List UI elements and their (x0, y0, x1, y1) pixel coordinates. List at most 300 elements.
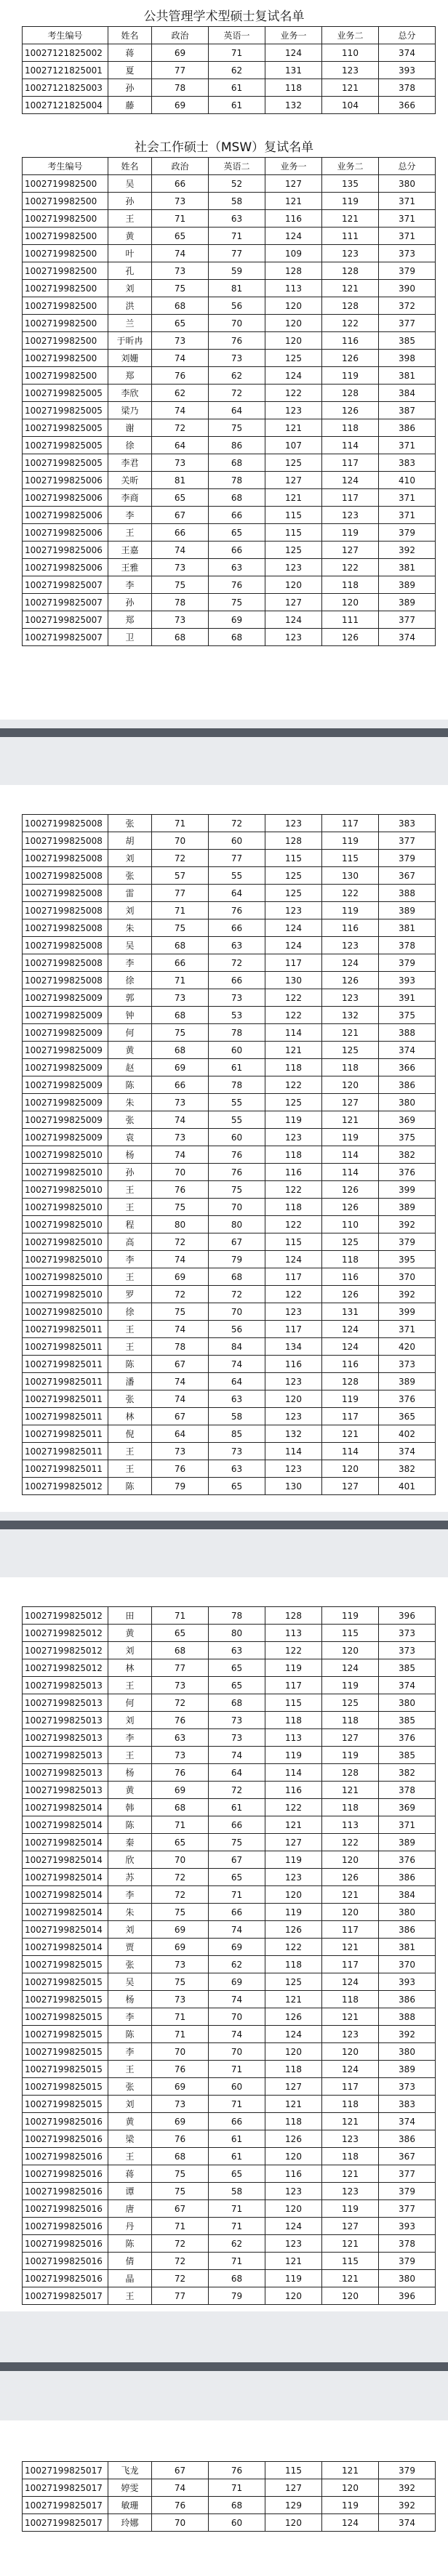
total-cell: 373 (379, 245, 436, 262)
politics-cell: 69 (152, 44, 209, 62)
english-cell: 66 (209, 919, 265, 937)
politics-cell: 75 (152, 2165, 209, 2183)
candidate-id-cell: 10027199825006 (23, 507, 108, 524)
name-cell: 郑 (108, 367, 152, 385)
table-row (23, 576, 436, 594)
page-1 (0, 0, 448, 720)
table-row (23, 262, 436, 280)
english-cell: 66 (209, 1816, 265, 1834)
politics-cell: 78 (152, 79, 209, 97)
table-row (23, 1991, 436, 2008)
table-row (23, 245, 436, 262)
subject1-cell: 120 (265, 1886, 322, 1904)
subject1-cell: 120 (265, 297, 322, 315)
subject1-cell: 121 (265, 1042, 322, 1059)
english-cell: 67 (209, 1233, 265, 1251)
total-cell: 401 (379, 1478, 436, 1495)
name-cell: 刘 (108, 1712, 152, 1729)
subject2-cell: 104 (322, 97, 379, 114)
table-row (23, 454, 436, 472)
politics-cell: 76 (152, 367, 209, 385)
subject2-cell: 128 (322, 385, 379, 402)
msw-table-cont-3 (22, 2461, 436, 2532)
politics-cell: 66 (152, 524, 209, 542)
english-cell: 58 (209, 1408, 265, 1425)
english-cell: 74 (209, 1921, 265, 1939)
name-cell: 何 (108, 1694, 152, 1712)
english-cell: 65 (209, 524, 265, 542)
politics-cell: 71 (152, 1816, 209, 1834)
page-3 (0, 1577, 448, 2311)
total-cell: 386 (379, 2130, 436, 2148)
subject1-cell: 127 (265, 472, 322, 489)
name-cell: 李 (108, 2043, 152, 2061)
politics-cell: 78 (152, 594, 209, 611)
english-cell: 76 (209, 1164, 265, 1181)
subject1-cell: 122 (265, 1642, 322, 1659)
english-cell: 65 (209, 1869, 265, 1886)
table-row (23, 1286, 436, 1303)
name-cell: 程 (108, 1216, 152, 1233)
politics-cell: 71 (152, 815, 209, 832)
column-header: 总分 (379, 158, 436, 175)
subject2-cell: 124 (322, 472, 379, 489)
english-cell: 61 (209, 1059, 265, 1076)
candidate-id-cell: 10027199825012 (23, 1625, 108, 1642)
total-cell: 386 (379, 1076, 436, 1094)
subject2-cell: 122 (322, 315, 379, 332)
total-cell: 379 (379, 2253, 436, 2270)
total-cell: 365 (379, 1408, 436, 1425)
total-cell: 376 (379, 1164, 436, 1181)
total-cell: 389 (379, 594, 436, 611)
subject2-cell: 117 (322, 454, 379, 472)
subject1-cell: 124 (265, 611, 322, 629)
english-cell: 71 (209, 2061, 265, 2078)
subject1-cell: 121 (265, 489, 322, 507)
subject1-cell: 128 (265, 832, 322, 850)
subject1-cell: 119 (265, 1659, 322, 1677)
total-cell: 399 (379, 1181, 436, 1199)
subject2-cell: 121 (322, 1782, 379, 1799)
name-cell: 洪 (108, 297, 152, 315)
total-cell: 410 (379, 472, 436, 489)
subject2-cell: 116 (322, 1356, 379, 1373)
table-row (23, 1834, 436, 1851)
candidate-id-cell: 10027199825010 (23, 1286, 108, 1303)
total-cell: 384 (379, 1886, 436, 1904)
candidate-id-cell: 10027199825009 (23, 989, 108, 1007)
english-cell: 55 (209, 867, 265, 885)
total-cell: 373 (379, 1356, 436, 1373)
subject2-cell: 120 (322, 594, 379, 611)
english-cell: 68 (209, 1268, 265, 1286)
politics-cell: 68 (152, 629, 209, 646)
total-cell: 385 (379, 332, 436, 350)
candidate-id-cell: 10027199825010 (23, 1199, 108, 1216)
politics-cell: 74 (152, 1321, 209, 1338)
total-cell: 371 (379, 193, 436, 210)
english-cell: 74 (209, 2026, 265, 2043)
total-cell: 377 (379, 315, 436, 332)
english-cell: 71 (209, 2218, 265, 2235)
english-cell: 61 (209, 1799, 265, 1816)
total-cell: 392 (379, 2479, 436, 2497)
candidate-id-cell: 10027121825003 (23, 79, 108, 97)
table-row (23, 972, 436, 989)
candidate-id-cell: 10027199825014 (23, 1921, 108, 1939)
english-cell: 69 (209, 1939, 265, 1956)
table-row (23, 1268, 436, 1286)
subject2-cell: 124 (322, 2514, 379, 2532)
table-row (23, 1460, 436, 1478)
total-cell: 383 (379, 454, 436, 472)
english-cell: 76 (209, 576, 265, 594)
subject1-cell: 119 (265, 1747, 322, 1764)
total-cell: 366 (379, 97, 436, 114)
total-cell: 381 (379, 919, 436, 937)
name-cell: 徐 (108, 437, 152, 454)
table-row (23, 385, 436, 402)
subject2-cell: 119 (322, 1129, 379, 1146)
table-row (23, 1869, 436, 1886)
total-cell: 381 (379, 559, 436, 576)
politics-cell: 75 (152, 1024, 209, 1042)
name-cell: 袁 (108, 1129, 152, 1146)
subject1-cell: 119 (265, 2270, 322, 2287)
total-cell: 384 (379, 385, 436, 402)
politics-cell: 76 (152, 2130, 209, 2148)
subject1-cell: 121 (265, 1816, 322, 1834)
total-cell: 380 (379, 175, 436, 193)
politics-cell: 69 (152, 2113, 209, 2130)
table-row (23, 2130, 436, 2148)
candidate-id-cell: 10027199825015 (23, 2008, 108, 2026)
candidate-id-cell: 10027199825009 (23, 1076, 108, 1094)
table-row (23, 1921, 436, 1939)
subject2-cell: 120 (322, 1642, 379, 1659)
table-row (23, 2113, 436, 2130)
name-cell: 陈 (108, 1816, 152, 1834)
candidate-id-cell: 10027199825011 (23, 1373, 108, 1390)
politics-cell: 74 (152, 1390, 209, 1408)
name-cell: 张 (108, 2078, 152, 2096)
total-cell: 392 (379, 2497, 436, 2514)
candidate-id-cell: 10027199825013 (23, 1712, 108, 1729)
table-row (23, 297, 436, 315)
subject1-cell: 123 (265, 559, 322, 576)
politics-cell: 77 (152, 885, 209, 902)
table-row (23, 594, 436, 611)
total-cell: 392 (379, 2026, 436, 2043)
politics-cell: 71 (152, 2008, 209, 2026)
subject1-cell: 115 (265, 524, 322, 542)
name-cell: 田 (108, 1607, 152, 1625)
name-cell: 孔 (108, 262, 152, 280)
politics-cell: 67 (152, 2462, 209, 2479)
candidate-id-cell: 10027199825010 (23, 1216, 108, 1233)
name-cell: 兰 (108, 315, 152, 332)
english-cell: 81 (209, 280, 265, 297)
name-cell: 王 (108, 524, 152, 542)
candidate-id-cell: 10027199825006 (23, 524, 108, 542)
subject2-cell: 119 (322, 1747, 379, 1764)
subject1-cell: 115 (265, 1694, 322, 1712)
subject1-cell: 115 (265, 2462, 322, 2479)
english-cell: 63 (209, 559, 265, 576)
total-cell: 388 (379, 885, 436, 902)
subject1-cell: 120 (265, 2287, 322, 2305)
subject2-cell: 118 (322, 1991, 379, 2008)
politics-cell: 75 (152, 280, 209, 297)
english-cell: 63 (209, 1642, 265, 1659)
name-cell: 徐 (108, 1303, 152, 1321)
subject1-cell: 124 (265, 919, 322, 937)
total-cell: 371 (379, 210, 436, 228)
politics-cell: 72 (152, 1286, 209, 1303)
english-cell: 75 (209, 594, 265, 611)
total-cell: 370 (379, 1268, 436, 1286)
english-cell: 71 (209, 2253, 265, 2270)
subject1-cell: 118 (265, 1059, 322, 1076)
politics-cell: 73 (152, 193, 209, 210)
subject2-cell: 127 (322, 2218, 379, 2235)
name-cell: 婷雯 (108, 2479, 152, 2497)
subject1-cell: 125 (265, 1973, 322, 1991)
subject1-cell: 117 (265, 954, 322, 972)
table-row (23, 472, 436, 489)
subject2-cell: 116 (322, 332, 379, 350)
subject2-cell: 118 (322, 576, 379, 594)
table-row (23, 542, 436, 559)
candidate-id-cell: 1002719982500 (23, 193, 108, 210)
subject1-cell: 121 (265, 419, 322, 437)
name-cell: 苏 (108, 1869, 152, 1886)
name-cell: 王 (108, 1460, 152, 1478)
name-cell: 丹 (108, 2218, 152, 2235)
subject1-cell: 122 (265, 1181, 322, 1199)
subject2-cell: 123 (322, 937, 379, 954)
name-cell: 王 (108, 1747, 152, 1764)
total-cell: 379 (379, 850, 436, 867)
subject1-cell: 123 (265, 629, 322, 646)
english-cell: 71 (209, 2096, 265, 2113)
table-row (23, 1408, 436, 1425)
name-cell: 潘 (108, 1373, 152, 1390)
name-cell: 吴 (108, 937, 152, 954)
english-cell: 80 (209, 1625, 265, 1642)
subject2-cell: 127 (322, 1478, 379, 1495)
english-cell: 84 (209, 1338, 265, 1356)
candidate-id-cell: 10027199825009 (23, 1094, 108, 1111)
english-cell: 62 (209, 367, 265, 385)
politics-cell: 72 (152, 850, 209, 867)
table-row (23, 1251, 436, 1268)
politics-cell: 69 (152, 2078, 209, 2096)
subject1-cell: 118 (265, 1712, 322, 1729)
candidate-id-cell: 1002719982500 (23, 367, 108, 385)
subject1-cell: 120 (265, 576, 322, 594)
subject2-cell: 126 (322, 629, 379, 646)
total-cell: 379 (379, 262, 436, 280)
subject2-cell: 121 (322, 2270, 379, 2287)
subject2-cell: 123 (322, 989, 379, 1007)
subject1-cell: 118 (265, 1956, 322, 1973)
subject2-cell: 121 (322, 79, 379, 97)
total-cell: 380 (379, 1694, 436, 1712)
total-cell: 374 (379, 2514, 436, 2532)
politics-cell: 77 (152, 2287, 209, 2305)
total-cell: 386 (379, 1921, 436, 1939)
subject2-cell: 122 (322, 1834, 379, 1851)
english-cell: 74 (209, 1747, 265, 1764)
english-cell: 77 (209, 245, 265, 262)
subject1-cell: 116 (265, 210, 322, 228)
politics-cell: 71 (152, 2218, 209, 2235)
politics-cell: 70 (152, 2514, 209, 2532)
table-row (23, 1478, 436, 1495)
total-cell: 367 (379, 2148, 436, 2165)
table-row (23, 1321, 436, 1338)
name-cell: 刘 (108, 902, 152, 919)
english-cell: 66 (209, 507, 265, 524)
name-cell: 胡 (108, 832, 152, 850)
english-cell: 75 (209, 1834, 265, 1851)
total-cell: 393 (379, 1973, 436, 1991)
table-row (23, 850, 436, 867)
table-row (23, 1904, 436, 1921)
subject2-cell: 125 (322, 1233, 379, 1251)
table-row (23, 280, 436, 297)
english-cell: 53 (209, 1007, 265, 1024)
subject1-cell: 121 (265, 1991, 322, 2008)
subject1-cell: 118 (265, 1199, 322, 1216)
name-cell: 张 (108, 867, 152, 885)
column-header: 英语二 (209, 158, 265, 175)
name-cell: 晶 (108, 2270, 152, 2287)
name-cell: 蒋 (108, 44, 152, 62)
table-row (23, 1642, 436, 1659)
subject1-cell: 122 (265, 385, 322, 402)
name-cell: 唐 (108, 2200, 152, 2218)
table-row (23, 937, 436, 954)
subject1-cell: 120 (265, 1390, 322, 1408)
politics-cell: 69 (152, 97, 209, 114)
candidate-id-cell: 10027199825014 (23, 1886, 108, 1904)
candidate-id-cell: 10027199825010 (23, 1181, 108, 1199)
subject1-cell: 124 (265, 1251, 322, 1268)
total-cell: 386 (379, 1869, 436, 1886)
subject2-cell: 120 (322, 2479, 379, 2497)
candidate-id-cell: 10027199825006 (23, 559, 108, 576)
column-header: 总分 (379, 27, 436, 44)
table-row (23, 2218, 436, 2235)
english-cell: 71 (209, 44, 265, 62)
candidate-id-cell: 10027199825016 (23, 2130, 108, 2148)
english-cell: 63 (209, 1460, 265, 1478)
english-cell: 71 (209, 228, 265, 245)
subject2-cell: 135 (322, 175, 379, 193)
column-header: 姓名 (108, 158, 152, 175)
candidate-id-cell: 10027199825005 (23, 402, 108, 419)
total-cell: 378 (379, 79, 436, 97)
candidate-id-cell: 10027199825014 (23, 1904, 108, 1921)
total-cell: 387 (379, 402, 436, 419)
politics-cell: 77 (152, 1659, 209, 1677)
total-cell: 371 (379, 437, 436, 454)
subject1-cell: 113 (265, 1729, 322, 1747)
name-cell: 王 (108, 1321, 152, 1338)
politics-cell: 64 (152, 1425, 209, 1443)
subject1-cell: 109 (265, 245, 322, 262)
table-row (23, 2148, 436, 2165)
table-row (23, 1956, 436, 1973)
candidate-id-cell: 1002719982500 (23, 315, 108, 332)
english-cell: 60 (209, 1129, 265, 1146)
politics-cell: 75 (152, 919, 209, 937)
total-cell: 389 (379, 1373, 436, 1390)
total-cell: 392 (379, 1286, 436, 1303)
name-cell: 陈 (108, 2026, 152, 2043)
candidate-id-cell: 10027199825015 (23, 1973, 108, 1991)
candidate-id-cell: 1002719982500 (23, 262, 108, 280)
subject2-cell: 117 (322, 815, 379, 832)
name-cell: 欣 (108, 1851, 152, 1869)
msw-table-cont-2 (22, 1606, 436, 2305)
total-cell: 377 (379, 2165, 436, 2183)
politics-cell: 72 (152, 2253, 209, 2270)
table-row (23, 2043, 436, 2061)
total-cell: 392 (379, 1216, 436, 1233)
subject2-cell: 118 (322, 2096, 379, 2113)
candidate-id-cell: 10027199825017 (23, 2497, 108, 2514)
english-cell: 68 (209, 2270, 265, 2287)
english-cell: 64 (209, 1373, 265, 1390)
politics-cell: 74 (152, 245, 209, 262)
table-row (23, 989, 436, 1007)
subject2-cell: 124 (322, 954, 379, 972)
subject2-cell: 119 (322, 1677, 379, 1694)
table-row (23, 97, 436, 114)
english-cell: 60 (209, 2078, 265, 2096)
english-cell: 68 (209, 2497, 265, 2514)
column-header: 考生编号 (23, 158, 108, 175)
subject1-cell: 124 (265, 228, 322, 245)
name-cell: 倩 (108, 2253, 152, 2270)
total-cell: 375 (379, 1129, 436, 1146)
name-cell: 叶 (108, 245, 152, 262)
english-cell: 66 (209, 1904, 265, 1921)
subject2-cell: 125 (322, 1042, 379, 1059)
total-cell: 379 (379, 2183, 436, 2200)
total-cell: 377 (379, 832, 436, 850)
candidate-id-cell: 1002719982500 (23, 228, 108, 245)
subject2-cell: 117 (322, 1408, 379, 1425)
subject1-cell: 122 (265, 1076, 322, 1094)
total-cell: 374 (379, 2113, 436, 2130)
english-cell: 70 (209, 315, 265, 332)
candidate-id-cell: 10027199825006 (23, 542, 108, 559)
subject2-cell: 118 (322, 1059, 379, 1076)
table-row (23, 367, 436, 385)
table-row (23, 1764, 436, 1782)
table-row (23, 2078, 436, 2096)
english-cell: 58 (209, 193, 265, 210)
english-cell: 58 (209, 2183, 265, 2200)
subject2-cell: 128 (322, 1373, 379, 1390)
english-cell: 65 (209, 1478, 265, 1495)
subject1-cell: 123 (265, 1373, 322, 1390)
